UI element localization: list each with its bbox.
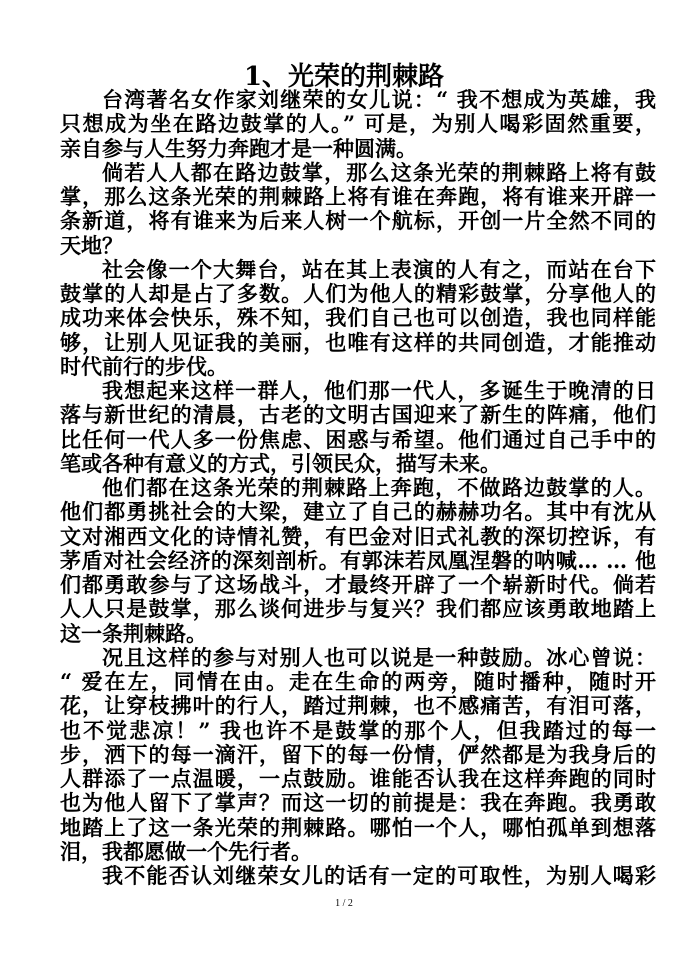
text-line: 掌，那么这条光荣的荆棘路上将有谁在奔跑，将有谁来开辟一 — [60, 185, 656, 209]
text-line: 社会像一个大舞台，站在其上表演的人有之，而站在台下 — [102, 257, 656, 282]
text-line: 比任何一代人多一份焦虑、困惑与希望。他们通过自己手中的 — [60, 427, 656, 452]
text-line: 也不觉悲凉！” 我也许不是鼓掌的那个人，但我踏过的每一 — [60, 718, 656, 743]
text-line: 他们都勇挑社会的大梁，建立了自己的赫赫功名。其中有沈从 — [60, 500, 656, 525]
text-line: 天地？ — [60, 233, 123, 258]
text-line: 我想起来这样一群人，他们那一代人，多诞生于晚清的日 — [102, 379, 656, 403]
text-line: 只想成为坐在路边鼓掌的人。” 可是，为别人喝彩固然重要， — [60, 112, 656, 137]
text-line: 花，让穿枝拂叶的行人，踏过荆棘，也不感痛苦，有泪可落， — [60, 694, 656, 719]
text-line: 倘若人人都在路边鼓掌，那么这条光荣的荆棘路上将有鼓 — [102, 160, 656, 185]
text-line: 泪，我都愿做一个先行者。 — [60, 839, 312, 864]
document-title: 1、光荣的荆棘路 — [243, 62, 445, 92]
text-line: “ 爱在左，同情在由。走在生命的两旁，随时播种，随时开 — [60, 670, 656, 694]
paragraph — [60, 88, 656, 161]
page-number: 1 / 2 — [335, 898, 353, 909]
text-line: 成功来体会快乐，殊不知，我们自己也可以创造，我也同样能 — [60, 306, 656, 331]
text-line: 茅盾对社会经济的深刻剖析。有郭沫若凤凰涅磐的呐喊… … 他 — [60, 548, 656, 573]
text-line: 这一条荆棘路。 — [60, 621, 207, 646]
text-line: 们都勇敢参与了这场战斗，才最终开辟了一个崭新时代。倘若 — [60, 573, 656, 597]
text-line: 条新道，将有谁来为后来人树一个航标，开创一片全然不同的 — [60, 209, 656, 234]
paragraph — [60, 161, 656, 258]
text-line: 况且这样的参与对别人也可以说是一种鼓励。冰心曾说： — [102, 645, 656, 670]
text-line: 落与新世纪的清晨，古老的文明古国迎来了新生的阵痛，他们 — [60, 403, 656, 428]
paragraph — [60, 476, 656, 646]
text-line: 步，洒下的每一滴汗，留下的每一份情，俨然都是为我身后的 — [60, 742, 656, 767]
text-line: 地踏上了这一条光荣的荆棘路。哪怕一个人，哪怕孤单到想落 — [60, 815, 656, 840]
document-body — [60, 88, 656, 888]
text-line: 人人只是鼓掌，那么谈何进步与复兴？我们都应该勇敢地踏上 — [60, 597, 656, 622]
text-line: 文对湘西文化的诗情礼赞，有巴金对旧式礼教的深切控诉，有 — [60, 524, 656, 549]
text-line: 鼓掌的人却是占了多数。人们为他人的精彩鼓掌，分享他人的 — [60, 282, 656, 306]
text-line: 时代前行的步伐。 — [60, 354, 228, 379]
text-line: 亲自参与人生努力奔跑才是一种圆满。 — [60, 136, 417, 161]
paragraph — [60, 646, 656, 864]
text-line: 也为他人留下了掌声？而这一切的前提是：我在奔跑。我勇敢 — [60, 791, 656, 816]
text-line: 我不能否认刘继荣女儿的话有一定的可取性，为别人喝彩 — [102, 864, 656, 888]
paragraph — [60, 864, 656, 888]
text-line: 够，让别人见证我的美丽，也唯有这样的共同创造，才能推动 — [60, 330, 656, 355]
text-line: 台湾著名女作家刘继荣的女儿说：“ 我不想成为英雄，我 — [102, 88, 656, 112]
paragraph — [60, 258, 656, 379]
paragraph — [60, 379, 656, 476]
text-line: 笔或各种有意义的方式，引领民众，描写未来。 — [60, 451, 501, 476]
text-line: 人群添了一点温暖，一点鼓励。谁能否认我在这样奔跑的同时 — [60, 767, 656, 791]
text-line: 他们都在这条光荣的荆棘路上奔跑，不做路边鼓掌的人。 — [102, 476, 656, 500]
